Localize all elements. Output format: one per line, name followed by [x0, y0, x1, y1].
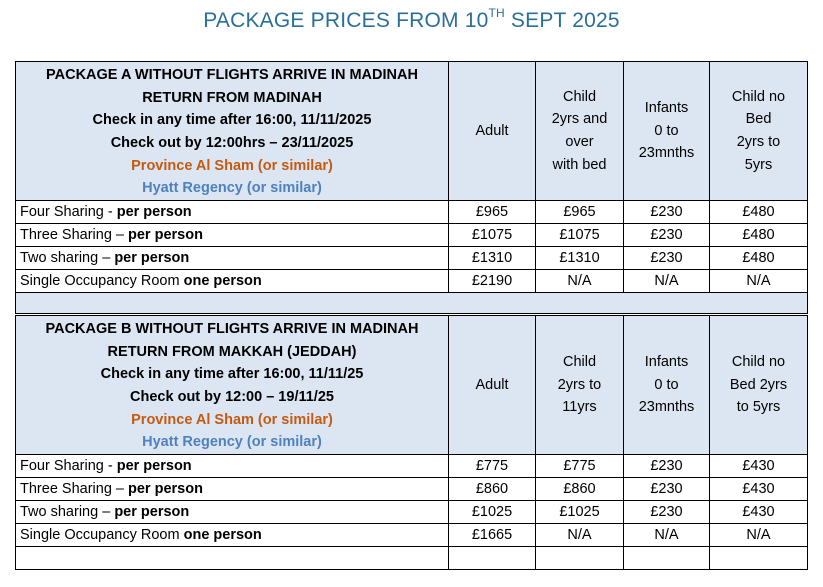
price-child: N/A: [536, 524, 624, 547]
package-b-title: PACKAGE B WITHOUT FLIGHTS ARRIVE IN MADINAH: [45, 321, 419, 338]
price-child: £1075: [536, 224, 624, 247]
package-a-checkout: Check out by 12:00hrs – 23/11/2025: [110, 135, 354, 151]
price-adult: £1665: [449, 524, 536, 547]
package-b-description: [16, 316, 449, 455]
price-infant: £230: [624, 224, 710, 247]
package-b-return: RETURN FROM MAKKAH (JEDDAH): [107, 343, 357, 360]
price-infant: £230: [624, 247, 710, 270]
col-child-no-bed-header: Child no Bed 2yrs to 5yrs: [710, 316, 808, 455]
package-a-header-row: [16, 62, 808, 201]
table-row: [16, 224, 808, 247]
row-label: Single Occupancy Room one person: [16, 270, 449, 293]
price-child: £1310: [536, 247, 624, 270]
price-adult: £1310: [449, 247, 536, 270]
row-label: Two sharing – per person: [16, 247, 449, 270]
package-b-hotel-makkah: Province Al Sham (or similar): [131, 411, 333, 428]
table-row: [16, 247, 808, 270]
price-adult: £2190: [449, 270, 536, 293]
price-child-no-bed: £430: [710, 455, 808, 478]
package-a-hotel-madinah: Hyatt Regency (or similar): [142, 180, 322, 197]
price-child-no-bed: £430: [710, 478, 808, 501]
price-child-no-bed: N/A: [710, 524, 808, 547]
row-label: Four Sharing - per person: [16, 201, 449, 224]
package-a-table: [15, 61, 808, 314]
col-infant-header: Infants 0 to 23mnths: [624, 62, 710, 201]
price-child-no-bed: £480: [710, 247, 808, 270]
table-row: [16, 270, 808, 293]
row-label: Four Sharing - per person: [16, 455, 449, 478]
package-a-hotel-makkah: Province Al Sham (or similar): [131, 157, 333, 174]
col-child-header: Child 2yrs to 11yrs: [536, 316, 624, 455]
price-infant: £230: [624, 455, 710, 478]
blank-row: [16, 547, 808, 570]
price-adult: £775: [449, 455, 536, 478]
price-child-no-bed: N/A: [710, 270, 808, 293]
price-infant: N/A: [624, 270, 710, 293]
package-b-header-row: [16, 316, 808, 455]
row-label: Three Sharing – per person: [16, 478, 449, 501]
row-label: Three Sharing – per person: [16, 224, 449, 247]
price-child-no-bed: £480: [710, 201, 808, 224]
row-label: Single Occupancy Room one person: [16, 524, 449, 547]
table-row: [16, 201, 808, 224]
col-child-no-bed-header: Child no Bed 2yrs to 5yrs: [710, 62, 808, 201]
row-label: Two sharing – per person: [16, 501, 449, 524]
package-a-checkin: Check in any time after 16:00, 11/11/2025: [92, 112, 372, 129]
price-adult: £1025: [449, 501, 536, 524]
table-row: [16, 478, 808, 501]
package-a-title: PACKAGE A WITHOUT FLIGHTS ARRIVE IN MADINAH: [46, 67, 418, 84]
table-row: [16, 455, 808, 478]
package-b-checkout: Check out by 12:00 – 19/11/25: [130, 389, 334, 405]
table-row: [16, 524, 808, 547]
col-adult-header: Adult: [449, 62, 536, 201]
price-child: £1025: [536, 501, 624, 524]
price-adult: £1075: [449, 224, 536, 247]
price-child: £860: [536, 478, 624, 501]
price-child: N/A: [536, 270, 624, 293]
price-infant: N/A: [624, 524, 710, 547]
price-adult: £965: [449, 201, 536, 224]
package-b-hotel-madinah: Hyatt Regency (or similar): [142, 434, 322, 451]
price-child-no-bed: £430: [710, 501, 808, 524]
package-a-return: RETURN FROM MADINAH: [142, 89, 322, 106]
page-title: PACKAGE PRICES FROM 10TH SEPT 2025: [203, 6, 620, 32]
col-infant-header: Infants 0 to 23mnths: [624, 316, 710, 455]
col-child-header: Child 2yrs and over with bed: [536, 62, 624, 201]
package-a-description: [16, 62, 449, 201]
package-b-checkin: Check in any time after 16:00, 11/11/25: [100, 366, 364, 383]
price-child: £775: [536, 455, 624, 478]
price-infant: £230: [624, 501, 710, 524]
price-child-no-bed: £480: [710, 224, 808, 247]
price-infant: £230: [624, 201, 710, 224]
table-row: [16, 501, 808, 524]
price-child: £965: [536, 201, 624, 224]
package-b-table: [15, 315, 808, 570]
price-adult: £860: [449, 478, 536, 501]
price-infant: £230: [624, 478, 710, 501]
separator-row: [16, 293, 808, 314]
col-adult-header: Adult: [449, 316, 536, 455]
